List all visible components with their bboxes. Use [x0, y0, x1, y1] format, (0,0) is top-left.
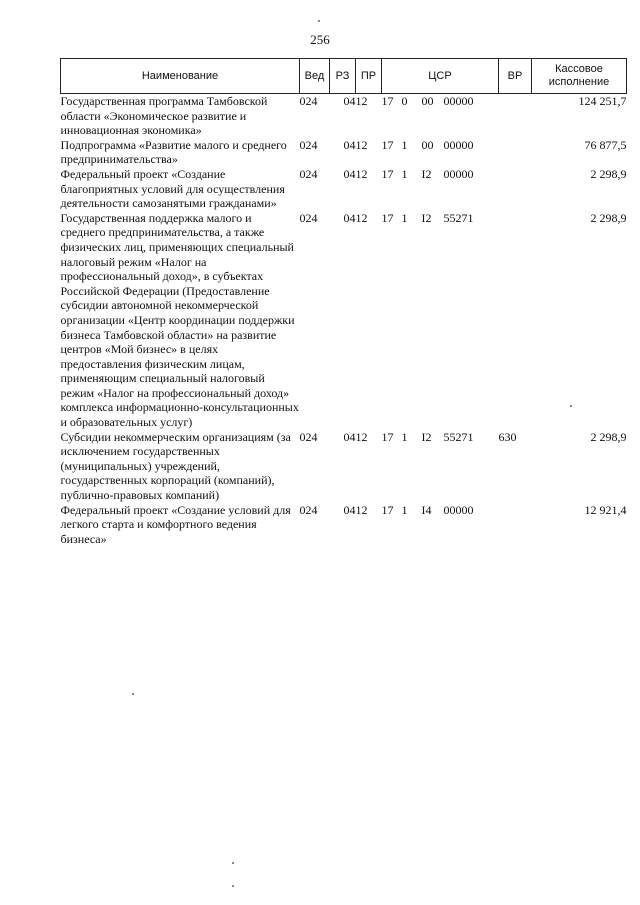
csr-program: 17	[381, 210, 394, 225]
row-ved: 024	[299, 94, 318, 108]
row-pr: 12	[355, 429, 368, 444]
csr-subprogram: 1	[401, 210, 408, 225]
header-csr: ЦСР	[382, 59, 499, 94]
header-ved: Вед	[300, 59, 330, 94]
csr-direction: 55271	[443, 429, 474, 444]
row-rz: 04	[343, 137, 356, 152]
csr-program: 17	[381, 94, 394, 108]
row-ved: 024	[299, 137, 318, 152]
row-ved: 024	[299, 429, 318, 444]
csr-direction: 55271	[443, 210, 474, 225]
scan-speck	[132, 693, 134, 695]
row-amount: 2 298,9	[590, 210, 627, 225]
row-pr: 12	[355, 502, 368, 517]
row-vr	[499, 138, 532, 167]
row-name: Государственная поддержка малого и среднего предпринимательства, а также физических лиц, применяющих специальный налоговый режим «Налог на профессиональный доход», в субъектах Российской Федерации (Предоставление субсидии автономной некоммерческой организации «Центр координации поддержки бизнеса Тамбовской области» на развитие центров «Мой бизнес» в целях предоставления физическим лицам, применяющим специальный налоговый режим «Налог на профессиональный доход» комплекса информационно-консультационных и образовательных услуг)	[60, 210, 299, 430]
row-name: Подпрограмма «Развитие малого и среднего предпринимательства»	[60, 137, 287, 167]
row-pr: 12	[355, 137, 368, 152]
table-row	[61, 138, 627, 167]
row-name: Государственная программа Тамбовской области «Экономическое развитие и инновационная экономика»	[60, 94, 268, 138]
csr-program: 17	[381, 502, 394, 517]
row-csr	[382, 503, 499, 547]
row-rz: 04	[343, 429, 356, 444]
row-rz: 04	[343, 94, 356, 108]
csr-subprogram: 1	[401, 137, 408, 152]
row-rz: 04	[343, 502, 356, 517]
row-name: Федеральный проект «Создание условий для легкого старта и комфортного ведения бизнеса»	[60, 502, 291, 546]
row-amount: 12 921,4	[584, 502, 627, 517]
table-header-row	[61, 59, 627, 94]
csr-direction: 00000	[443, 502, 474, 517]
row-csr	[382, 211, 499, 430]
row-rz: 04	[343, 166, 356, 181]
row-vr	[499, 167, 532, 211]
header-amount: Кассовое исполнение	[532, 59, 627, 94]
table-row	[61, 94, 627, 138]
row-pr: 12	[355, 94, 368, 108]
row-vr	[499, 94, 532, 138]
row-pr: 12	[355, 166, 368, 181]
row-vr: 630	[498, 429, 517, 444]
header-vr: ВР	[499, 59, 532, 94]
header-pr: ПР	[356, 59, 382, 94]
row-amount: 2 298,9	[590, 166, 627, 181]
scan-speck	[232, 885, 234, 887]
csr-subprogram: 1	[401, 429, 408, 444]
csr-direction: 00000	[443, 166, 474, 181]
row-csr	[382, 167, 499, 211]
row-name: Субсидии некоммерческим организациям (за исключением государственных (муниципальных) учреждений, государственных корпораций (компаний), публично-правовых компаний)	[60, 429, 291, 503]
csr-subprogram: 1	[401, 166, 408, 181]
csr-project: 00	[421, 94, 434, 108]
csr-project: 00	[421, 137, 434, 152]
header-rz: РЗ	[330, 59, 356, 94]
row-csr	[382, 430, 499, 503]
budget-table	[60, 58, 627, 546]
header-name: Наименование	[61, 59, 300, 94]
row-ved: 024	[299, 166, 318, 181]
row-ved: 024	[299, 210, 318, 225]
page-number: 256	[310, 32, 330, 47]
csr-project: I2	[421, 210, 432, 225]
row-csr	[382, 138, 499, 167]
row-pr: 12	[355, 210, 368, 225]
row-csr	[382, 94, 499, 138]
row-ved: 024	[299, 502, 318, 517]
table-row	[61, 211, 627, 430]
csr-project: I4	[421, 502, 432, 517]
table-row	[61, 167, 627, 211]
row-name: Федеральный проект «Создание благоприятных условий для осуществления деятельности самозанятыми гражданами»	[60, 166, 285, 211]
csr-project: I2	[421, 166, 432, 181]
csr-program: 17	[381, 166, 394, 181]
csr-program: 17	[381, 137, 394, 152]
table-row	[61, 430, 627, 503]
row-amount: 2 298,9	[590, 429, 627, 444]
scan-speck	[318, 20, 320, 22]
row-amount: 124 251,7	[578, 94, 627, 108]
row-rz: 04	[343, 210, 356, 225]
row-amount: 76 877,5	[584, 137, 627, 152]
csr-subprogram: 1	[401, 502, 408, 517]
csr-subprogram: 0	[401, 94, 408, 108]
row-vr	[499, 503, 532, 547]
csr-program: 17	[381, 429, 394, 444]
csr-direction: 00000	[443, 137, 474, 152]
csr-project: I2	[421, 429, 432, 444]
row-vr	[499, 211, 532, 430]
table-row	[61, 503, 627, 547]
csr-direction: 00000	[443, 94, 474, 108]
scan-speck	[232, 862, 234, 864]
